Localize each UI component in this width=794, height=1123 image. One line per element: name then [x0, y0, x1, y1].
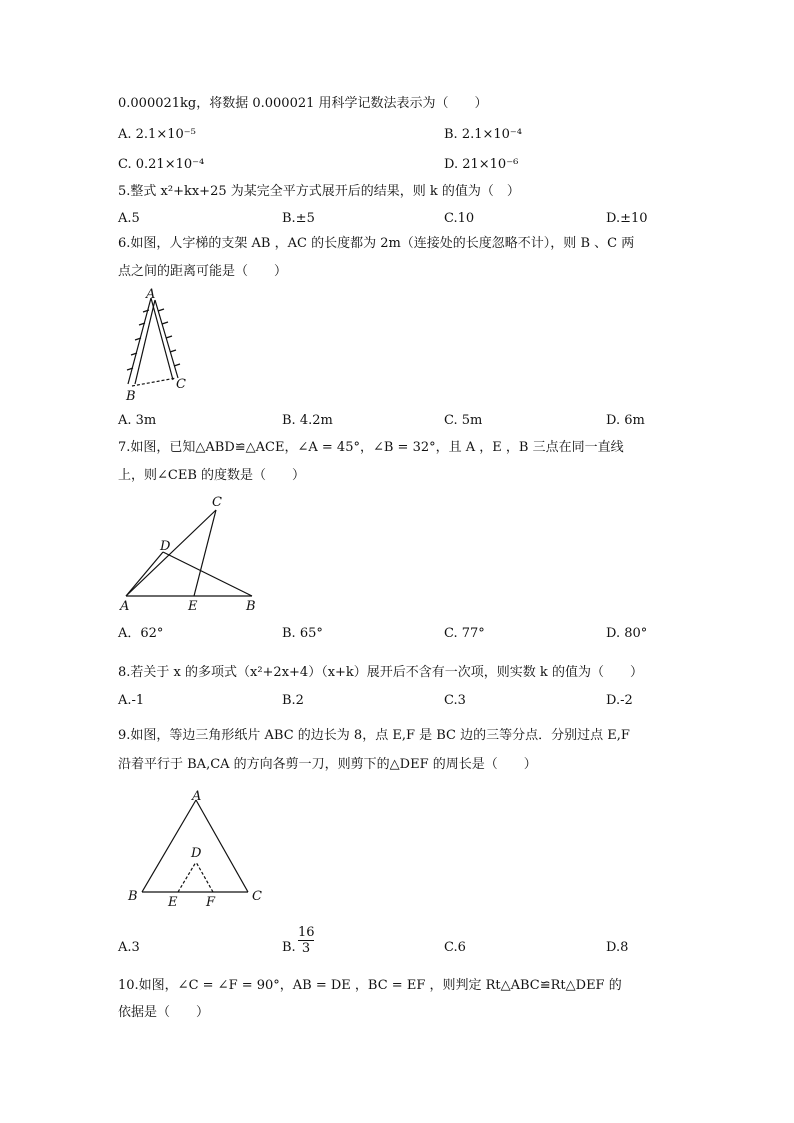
question-4-stem: 0.000021kg，将数据 0.000021 用科学记数法表示为（ ） — [118, 96, 488, 111]
question-4-option-d: D. 21×10⁻⁶ — [444, 157, 519, 172]
question-5-option-b: B.±5 — [282, 211, 315, 226]
question-7-stem-line-2: 上，则∠CEB 的度数是（ ） — [118, 468, 306, 483]
question-6-option-b: B. 4.2m — [282, 413, 333, 428]
q9-label-c: C — [252, 889, 262, 904]
question-9-stem-line-2: 沿着平行于 BA,CA 的方向各剪一刀，则剪下的△DEF 的周长是（ ） — [118, 757, 537, 772]
q9-label-a: A — [192, 789, 202, 804]
question-9-stem-line-1: 9.如图，等边三角形纸片 ABC 的边长为 8，点 E,F 是 BC 边的三等分点．分别过点 E,F — [118, 728, 630, 743]
q7-label-c: C — [212, 495, 222, 510]
question-7-option-a: A．62° — [118, 626, 164, 641]
q9-label-b: B — [128, 889, 138, 904]
question-8-option-b: B.2 — [282, 693, 304, 708]
question-7-stem-line-1: 7.如图，已知△ABD≌△ACE，∠A = 45°，∠B = 32°，且 A ，E ，B 三点在同一直线 — [118, 440, 624, 455]
question-8-option-d: D.-2 — [606, 693, 633, 708]
question-4-option-b: B. 2.1×10⁻⁴ — [444, 127, 522, 142]
question-8-option-c: C.3 — [444, 693, 466, 708]
question-6-option-a: A. 3m — [118, 413, 157, 428]
question-8-stem: 8.若关于 x 的多项式（x²+2x+4）（x+k）展开后不含有一次项，则实数 k 的值为（ ） — [118, 665, 643, 680]
question-7-option-d: D. 80° — [606, 626, 648, 641]
q9-label-e: E — [168, 895, 178, 908]
ladder-label-a: A — [146, 288, 156, 302]
question-5-stem: 5.整式 x²+kx+25 为某完全平方式展开后的结果，则 k 的值为（ ） — [118, 184, 520, 199]
q9-label-f: F — [206, 895, 216, 908]
question-7-option-c: C. 77° — [444, 626, 485, 641]
question-9-option-a: A.3 — [118, 940, 140, 955]
question-9-option-b: B. — [282, 940, 296, 955]
q9-label-d: D — [191, 846, 202, 861]
question-6-stem-line-2: 点之间的距离可能是（ ） — [118, 264, 288, 279]
question-5-option-c: C.10 — [444, 211, 475, 226]
question-6-option-d: D. 6m — [606, 413, 645, 428]
question-9-option-b-fraction — [298, 925, 314, 956]
question-8-option-a: A.-1 — [118, 693, 145, 708]
fraction-denominator: 3 — [301, 941, 311, 956]
question-10-stem-line-1: 10.如图，∠C = ∠F = 90°，AB = DE ，BC = EF ，则判定 Rt△ABC≌Rt△DEF 的 — [118, 978, 622, 993]
q7-label-e: E — [188, 599, 198, 614]
ladder-label-b: B — [126, 389, 136, 403]
ladder-figure — [118, 288, 198, 403]
q7-label-d: D — [160, 539, 171, 554]
question-10-stem-line-2: 依据是（ ） — [118, 1005, 210, 1020]
question-4-option-a: A. 2.1×10⁻⁵ — [118, 127, 196, 142]
question-9-option-c: C.6 — [444, 940, 466, 955]
q7-label-b: B — [246, 599, 256, 614]
question-5-option-d: D.±10 — [606, 211, 648, 226]
question-6-option-c: C. 5m — [444, 413, 483, 428]
question-7-option-b: B. 65° — [282, 626, 323, 641]
question-9-option-d: D.8 — [606, 940, 629, 955]
question-4-option-c: C. 0.21×10⁻⁴ — [118, 157, 205, 172]
equilateral-triangle-figure — [120, 786, 270, 908]
question-6-stem-line-1: 6.如图，人字梯的支架 AB ，AC 的长度都为 2m（连接处的长度忽略不计），则 B 、C 两 — [118, 236, 635, 251]
fraction-numerator: 16 — [298, 925, 315, 940]
ladder-label-c: C — [176, 377, 186, 392]
question-5-option-a: A.5 — [118, 211, 140, 226]
triangle-figure-q7 — [118, 490, 268, 615]
q7-label-a: A — [120, 599, 130, 614]
